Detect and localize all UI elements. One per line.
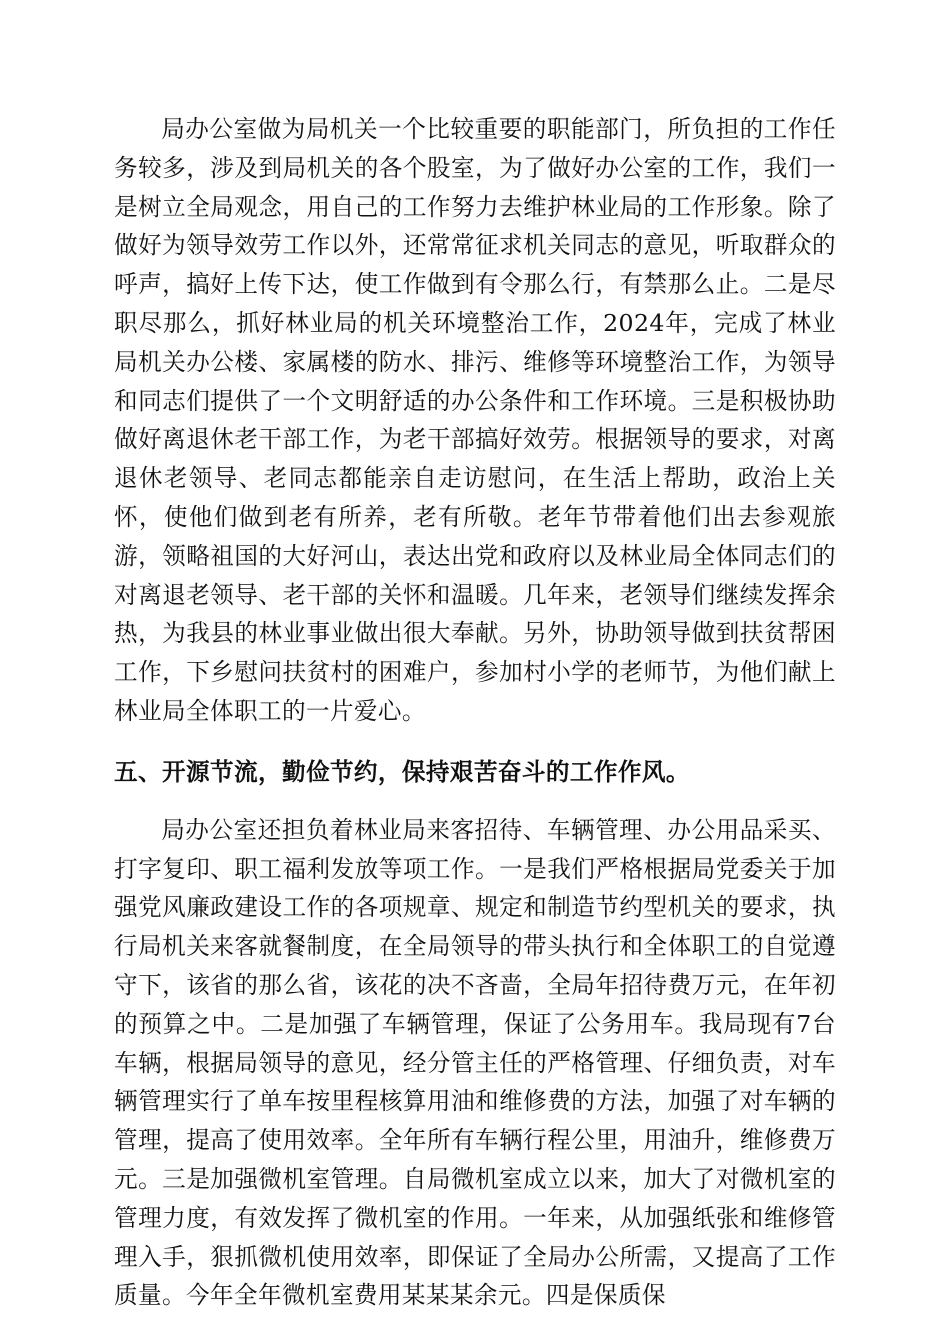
section-heading-five: 五、开源节流，勤俭节约，保持艰苦奋斗的工作作风。: [114, 757, 690, 786]
document-page: [114, 110, 836, 1315]
paragraph-thrift: 局办公室还担负着林业局来客招待、车辆管理、办公用品采买、打字复印、职工福利发放等项工作。一是我们严格根据局党委关于加强党风廉政建设工作的各项规章、规定和制造节约型机关的要求，执行局机关来客就餐制度，在全局领导的带头执行和全体职工的自觉遵守下，该省的那么省，该花的决不吝啬，全局年招待费万元，在年初的预算之中。二是加强了车辆管理，保证了公务用车。我局现有7台车辆，根据局领导的意见，经分管主任的严格管理、仔细负责，对车辆管理实行了单车按里程核算用油和维修费的方法，加强了对车辆的管理，提高了使用效率。全年所有车辆行程公里，用油升，维修费万元。三是加强微机室管理。自局微机室成立以来，加大了对微机室的管理力度，有效发挥了微机室的作用。一年来，从加强纸张和维修管理入手，狠抓微机使用效率，即保证了全局办公所需，又提高了工作质量。今年全年微机室费用某某某余元。四是保质保: [114, 815, 836, 1310]
paragraph-office-work: 局办公室做为局机关一个比较重要的职能部门，所负担的工作任务较多，涉及到局机关的各个股室，为了做好办公室的工作，我们一是树立全局观念，用自己的工作努力去维护林业局的工作形象。除了做好为领导效劳工作以外，还常常征求机关同志的意见，听取群众的呼声，搞好上传下达，使工作做到有令那么行，有禁那么止。二是尽职尽那么，抓好林业局的机关环境整治工作，2024年，完成了林业局机关办公楼、家属楼的防水、排污、维修等环境整治工作，为领导和同志们提供了一个文明舒适的办公条件和工作环境。三是积极协助做好离退休老干部工作，为老干部搞好效劳。根据领导的要求，对离退休老领导、老同志都能亲自走访慰问，在生活上帮助，政治上关怀，使他们做到老有所养，老有所敬。老年节带着他们出去参观旅游，领略祖国的大好河山，表达出党和政府以及林业局全体同志们的对离退老领导、老干部的关怀和温暖。几年来，老领导们继续发挥余热，为我县的林业事业做出很大奉献。另外，协助领导做到扶贫帮困工作，下乡慰问扶贫村的困难户，参加村小学的老师节，为他们献上林业局全体职工的一片爱心。: [114, 115, 836, 725]
